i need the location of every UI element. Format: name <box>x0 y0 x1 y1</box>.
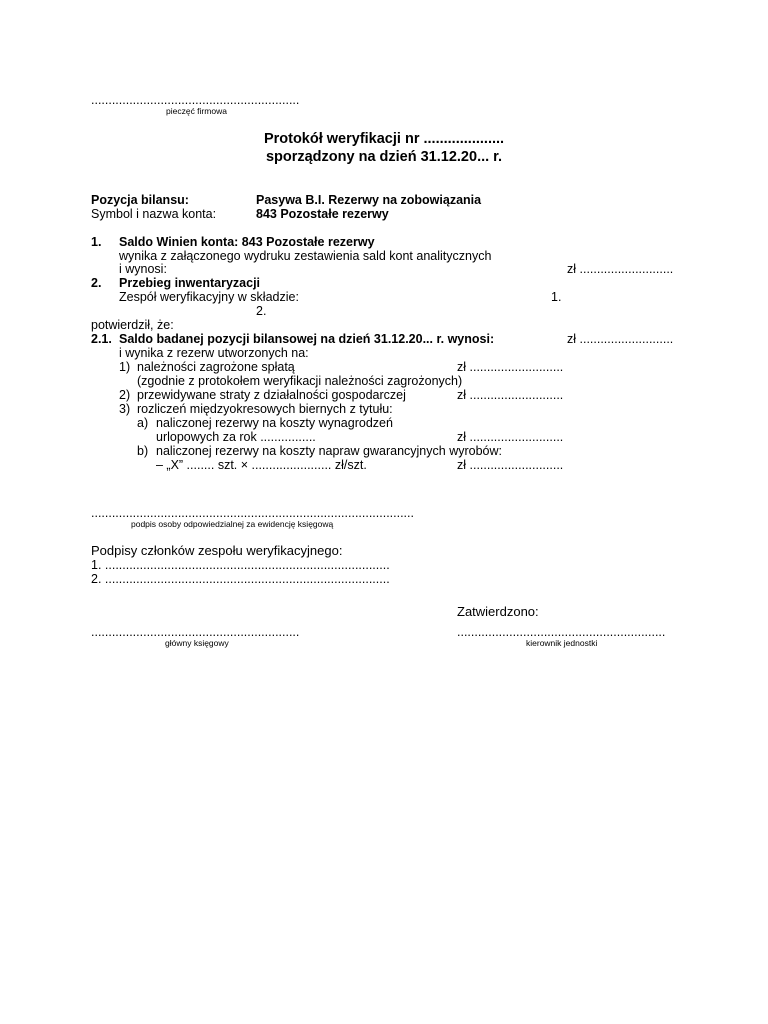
section-2-1-number: 2.1. <box>91 332 112 346</box>
team-signatures-heading: Podpisy członków zespołu weryfikacyjnego: <box>91 543 343 558</box>
team-signature-1: 1. .................................................................................. <box>91 558 390 572</box>
item-b-amount: zł ........................... <box>457 458 564 472</box>
section-1-amount: zł ........................... <box>567 262 674 276</box>
item-a-amount: zł ........................... <box>457 430 564 444</box>
section-2-1-amount: zł ........................... <box>567 332 674 346</box>
position-label: Pozycja bilansu: <box>91 193 189 207</box>
item-b-text-2: – „X” ........ szt. × ....................... zł/szt. <box>156 458 367 472</box>
team-signature-2: 2. .................................................................................. <box>91 572 390 586</box>
unit-head-label: kierownik jednostki <box>526 638 598 648</box>
item-b-letter: b) <box>137 444 149 458</box>
unit-head-line: ............................................................ <box>457 625 666 639</box>
item-a-text-2: urlopowych za rok ................ <box>156 430 316 444</box>
section-1-heading: Saldo Winien konta: 843 Pozostałe rezerwy <box>119 235 375 249</box>
item-1-text: należności zagrożone spłatą <box>137 360 295 374</box>
stamp-label: pieczęć firmowa <box>166 106 227 116</box>
position-value: Pasywa B.I. Rezerwy na zobowiązania <box>256 193 482 207</box>
approval-label: Zatwierdzono: <box>457 604 539 619</box>
item-2-amount: zł ........................... <box>457 388 564 402</box>
item-a-text-1: naliczonej rezerwy na koszty wynagrodzeń <box>156 416 393 430</box>
section-2-1-subtext: i wynika z rezerw utworzonych na: <box>119 346 309 360</box>
responsible-signature-label: podpis osoby odpowiedzialnej za ewidencję księgową <box>131 519 334 529</box>
team-member-1: 1. <box>551 290 562 304</box>
item-1-amount: zł ........................... <box>457 360 564 374</box>
item-b-text-1: naliczonej rezerwy na koszty napraw gwarancyjnych wyrobów: <box>156 444 502 458</box>
confirmed-text: potwierdził, że: <box>91 318 174 332</box>
team-label: Zespół weryfikacyjny w składzie: <box>119 290 299 304</box>
title-line-1: Protokół weryfikacji nr .................... <box>263 131 505 147</box>
section-1-number: 1. <box>91 235 102 249</box>
section-1-text-2: i wynosi: <box>119 262 167 276</box>
item-1-number: 1) <box>119 360 131 374</box>
account-label: Symbol i nazwa konta: <box>91 207 217 221</box>
item-3-number: 3) <box>119 402 131 416</box>
item-2-text: przewidywane straty z działalności gospodarczej <box>137 388 406 402</box>
item-1-note: (zgodnie z protokołem weryfikacji należności zagrożonych) <box>137 374 463 388</box>
item-2-number: 2) <box>119 388 131 402</box>
item-a-letter: a) <box>137 416 149 430</box>
section-2-1-heading: Saldo badanej pozycji bilansowej na dzień 31.12.20... r. wynosi: <box>119 332 495 346</box>
chief-accountant-line: ............................................................ <box>91 625 300 639</box>
section-2-heading: Przebieg inwentaryzacji <box>119 276 261 290</box>
title-line-2: sporządzony na dzień 31.12.20... r. <box>265 149 503 165</box>
chief-accountant-label: główny księgowy <box>165 638 229 648</box>
responsible-signature-line: ............................................................................................. <box>91 506 414 520</box>
account-value: 843 Pozostałe rezerwy <box>256 207 389 221</box>
team-member-2: 2. <box>256 304 267 318</box>
section-2-number: 2. <box>91 276 102 290</box>
item-3-text: rozliczeń międzyokresowych biernych z tytułu: <box>137 402 393 416</box>
section-1-text-1: wynika z załączonego wydruku zestawienia sald kont analitycznych <box>119 249 492 263</box>
stamp-line: ............................................................ <box>91 93 300 107</box>
